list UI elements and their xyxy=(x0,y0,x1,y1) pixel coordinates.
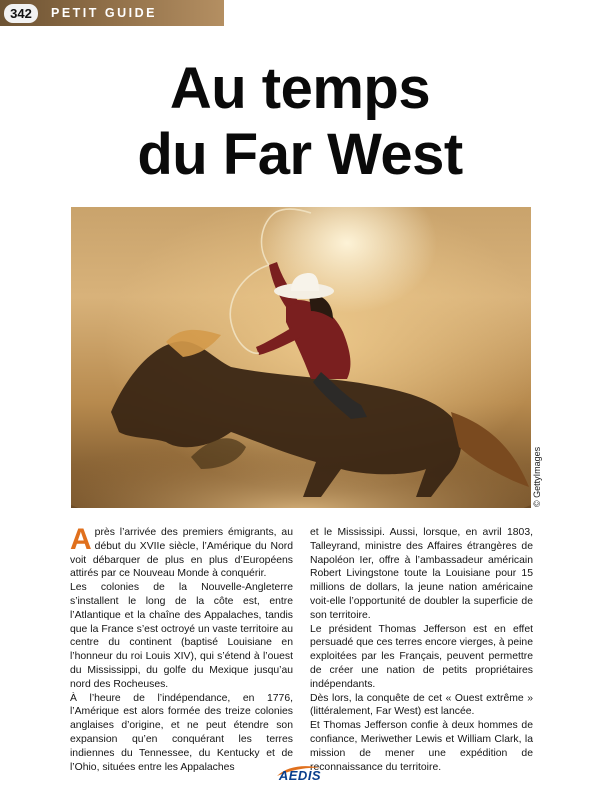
page-number-badge: 342 xyxy=(4,4,38,23)
drop-cap: A xyxy=(70,523,92,556)
page-title xyxy=(0,56,600,188)
logo-text: AEDIS xyxy=(278,768,322,783)
publisher-logo xyxy=(275,762,323,784)
paragraph: Et Thomas Jefferson confie à deux hommes de confiance, Meriwether Lewis et William Clark, la mission de mener une expédition de reconnaissance du territoire. xyxy=(310,720,533,773)
paragraph: Après l’arrivée des premiers émigrants, au début du XVIIe siècle, l’Amérique du Nord voit débarquer de plus en plus d’Européens attirés par ce Nouveau Monde à conquérir. xyxy=(70,523,293,580)
section-title: PETIT GUIDE xyxy=(51,6,157,20)
paragraph: et le Mississipi. Aussi, lorsque, en avril 1803, Talleyrand, ministre des Affaires étrangères de Napoléon Ier, offre à l’ambassadeur américain Robert Livingstone toute la Louisiane pour 15 millions de dollars, la jeune nation américaine voit-elle l’opportunité de doubler la superficie de son territoire. xyxy=(310,527,533,621)
column-left xyxy=(70,523,293,773)
cowboy-illustration xyxy=(71,207,531,508)
paragraph: Les colonies de la Nouvelle-Angleterre s’installent le long de la côte est, entre l’Atlantique et la chaîne des Appalaches, tandis que la France s’est octroyé un vaste territoire au centre du continent (baptisé Louisiane en l’honneur du roi Louis XIV), qui s’étend à l’ouest du Mississippi, du golfe du Mexique jusqu’au nord des Rocheuses. xyxy=(70,582,293,690)
header-bar xyxy=(0,0,224,26)
title-line-2: du Far West xyxy=(137,122,463,187)
column-right xyxy=(310,526,533,773)
paragraph: À l’heure de l’indépendance, en 1776, l’Amérique est alors formée des treize colonies anglaises d’origine, et ne peut étendre son expansion qu’en conquérant les terres indiennes du Tennessee, du Kentucky et de l’Ohio, situées entre les Appalaches xyxy=(70,692,293,773)
photo-credit: © GettyImages xyxy=(532,446,542,507)
paragraph: Dès lors, la conquête de cet « Ouest extrême » (littéralement, Far West) est lancée. xyxy=(310,692,533,718)
paragraph: Le président Thomas Jefferson est en effet persuadé que ces terres encore vierges, à peine exploitées par les Français, peuvent permettre de créer une nation de petits propriétaires indépendants. xyxy=(310,623,533,690)
article-body xyxy=(70,523,533,773)
cowboy-photo xyxy=(71,207,531,508)
title-line-1: Au temps xyxy=(169,56,431,121)
